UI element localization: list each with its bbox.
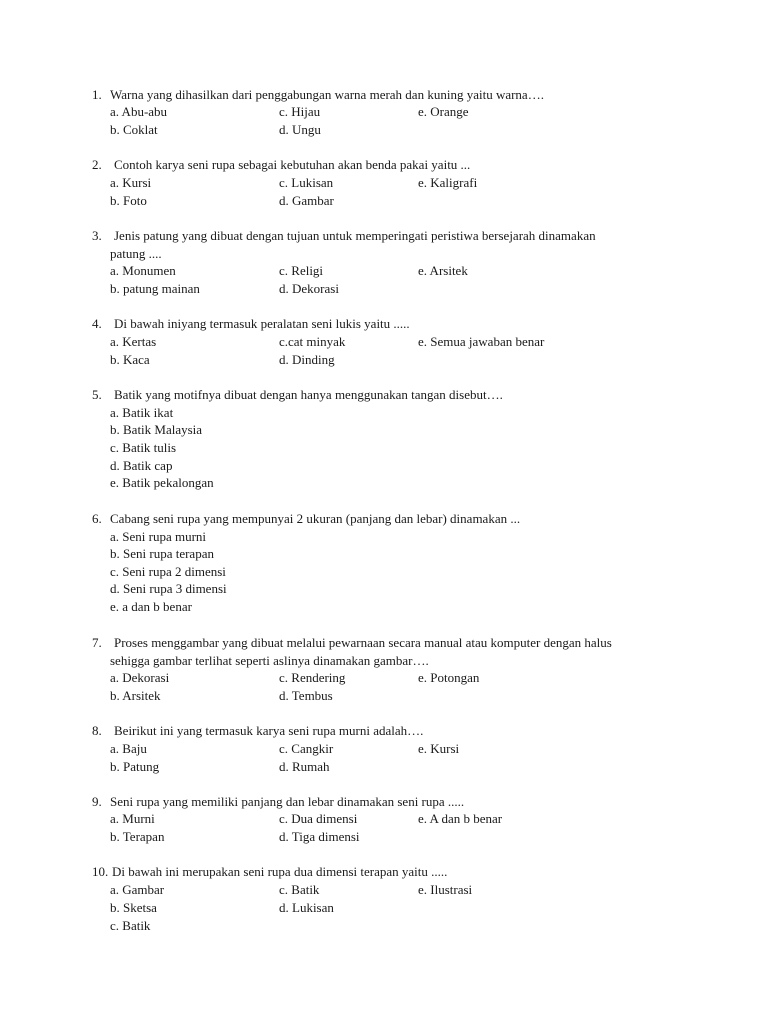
option-d: d. Rumah [279,759,330,774]
option-e: e. a dan b benar [110,599,192,614]
option-c: c. Rendering [279,670,346,685]
question-text: Contoh karya seni rupa sebagai kebutuhan akan benda pakai yaitu ... [114,157,471,172]
question-text: Jenis patung yang dibuat dengan tujuan untuk memperingati peristiwa bersejarah dinamakan [114,228,596,243]
option-b: b. Terapan [110,829,165,844]
question-text: Beirikut ini yang termasuk karya seni rupa murni adalah…. [114,723,424,738]
option-c: c. Batik [279,882,320,897]
option-d: d. Dinding [279,352,335,367]
question-number: 3. [92,228,102,243]
question-text: Batik yang motifnya dibuat dengan hanya menggunakan tangan disebut…. [114,387,503,402]
option-a: a. Abu-abu [110,104,168,119]
option-c: c. Seni rupa 2 dimensi [110,564,226,579]
option-d: d. Batik cap [110,458,173,473]
option-b: b. Arsitek [110,688,161,703]
option-d: d. Gambar [279,193,334,208]
question-text: Di bawah ini merupakan seni rupa dua dimensi terapan yaitu ..... [112,864,448,879]
option-e: e. Semua jawaban benar [418,334,545,349]
question-text: Warna yang dihasilkan dari penggabungan warna merah dan kuning yaitu warna…. [110,87,544,102]
question-text: Proses menggambar yang dibuat melalui pewarnaan secara manual atau komputer dengan halus [114,635,612,650]
option-b: b. Seni rupa terapan [110,546,214,561]
option-d: d. Lukisan [279,900,334,915]
option-d: d. Tiga dimensi [279,829,360,844]
option-d: d. Tembus [279,688,333,703]
question-text-continued: sehigga gambar terlihat seperti aslinya dinamakan gambar…. [110,653,429,668]
option-a: a. Baju [110,741,147,756]
option-a: a. Monumen [110,263,176,278]
question-number: 7. [92,635,102,650]
question-text-continued: patung .... [110,246,162,261]
option-a: a. Gambar [110,882,165,897]
question-text: Seni rupa yang memiliki panjang dan lebar dinamakan seni rupa ..... [110,794,465,809]
option-a: a. Murni [110,811,155,826]
option-e: e. A dan b benar [418,811,503,826]
question-text: Cabang seni rupa yang mempunyai 2 ukuran (panjang dan lebar) dinamakan ... [110,511,521,526]
question-number: 5. [92,387,102,402]
option-c: c. Dua dimensi [279,811,358,826]
option-c: c.cat minyak [279,334,346,349]
option-d: d. Dekorasi [279,281,339,296]
option-e: e. Kursi [418,741,460,756]
option-a: a. Batik ikat [110,405,174,420]
option-e: e. Batik pekalongan [110,475,214,490]
option-b: b. patung mainan [110,281,200,296]
option-a: a. Seni rupa murni [110,529,207,544]
option-b: b. Coklat [110,122,158,137]
option-d: d. Ungu [279,122,321,137]
question-number: 8. [92,723,102,738]
option-b: b. Sketsa [110,900,157,915]
question-number: 9. [92,794,102,809]
option-e: e. Kaligrafi [418,175,478,190]
option-b: b. Patung [110,759,160,774]
question-number: 4. [92,316,102,331]
option-extra: c. Batik [110,918,151,933]
option-d: d. Seni rupa 3 dimensi [110,581,227,596]
option-e: e. Orange [418,104,469,119]
option-a: a. Kertas [110,334,157,349]
option-c: c. Religi [279,263,324,278]
question-number: 6. [92,511,102,526]
option-c: c. Lukisan [279,175,334,190]
option-e: e. Arsitek [418,263,468,278]
option-e: e. Ilustrasi [418,882,473,897]
option-c: c. Batik tulis [110,440,177,455]
option-b: b. Batik Malaysia [110,422,203,437]
option-b: b. Foto [110,193,147,208]
question-number: 2. [92,157,102,172]
option-e: e. Potongan [418,670,480,685]
question-number: 1. [92,87,102,102]
option-c: c. Cangkir [279,741,334,756]
option-a: a. Dekorasi [110,670,170,685]
question-number: 10. [92,864,109,879]
option-a: a. Kursi [110,175,152,190]
option-c: c. Hijau [279,104,321,119]
question-text: Di bawah iniyang termasuk peralatan seni lukis yaitu ..... [114,316,410,331]
option-b: b. Kaca [110,352,150,367]
